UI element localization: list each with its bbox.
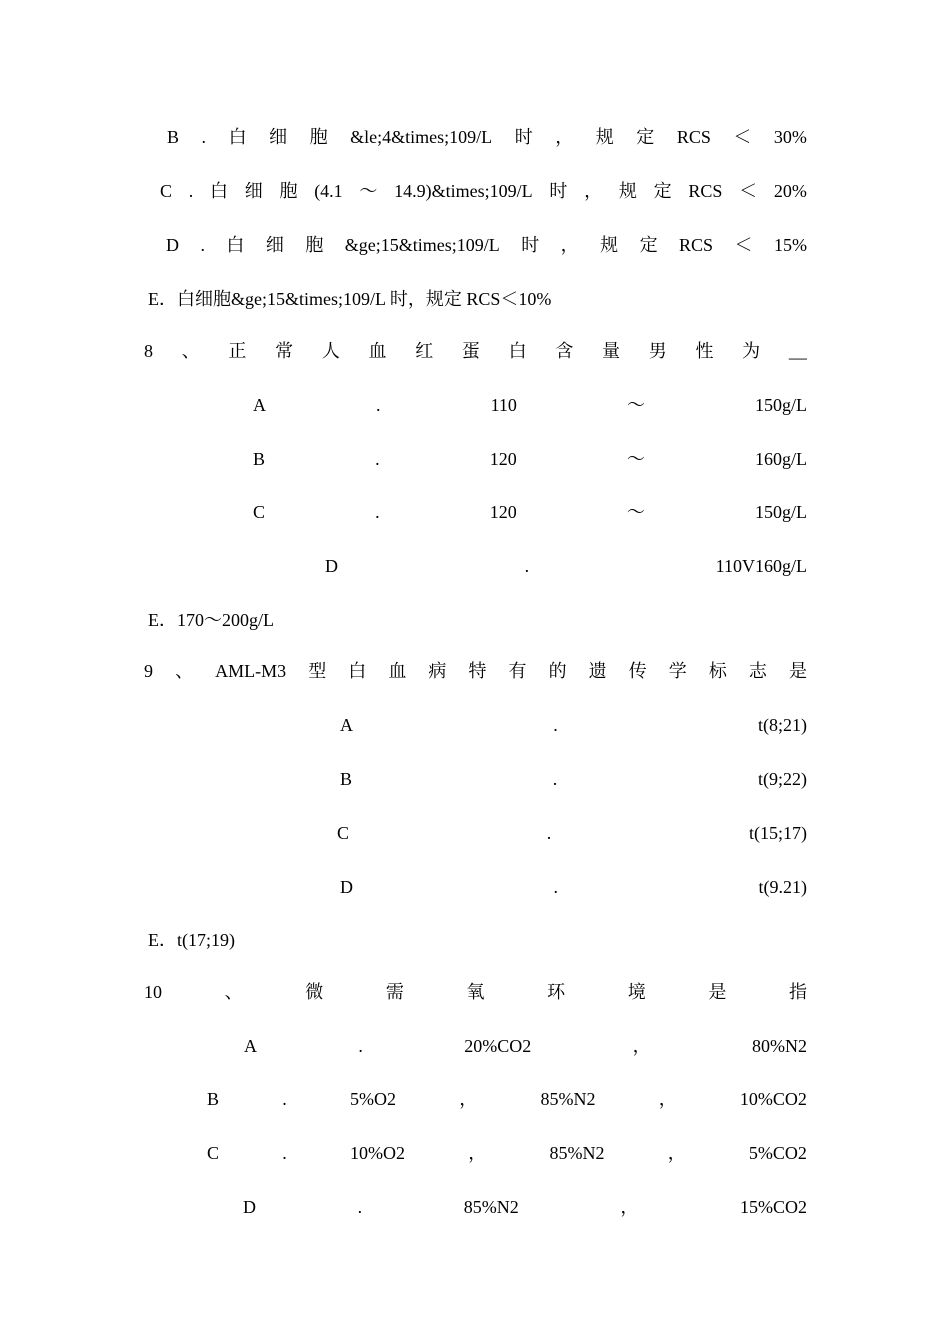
q8-option-a [253, 392, 807, 418]
q8-option-b [253, 446, 807, 472]
q7-option-d [166, 232, 807, 258]
q7-option-c-token: (4.1 [314, 181, 343, 201]
q7-option-d-token: 15% [773, 235, 807, 255]
q10-option-a-token: 80%N2 [752, 1036, 807, 1056]
q10-stem-token: 微 [305, 982, 324, 1002]
q9-option-e [148, 927, 235, 953]
q10-stem-token: 境 [627, 982, 646, 1002]
q8-option-e-text: E．170～200g/L [148, 610, 274, 630]
q10-option-a [244, 1033, 807, 1059]
q7-option-c-token: 胞 [279, 181, 298, 201]
q10-option-b-token: 10%CO2 [739, 1089, 807, 1109]
q8-option-c-token: 120 [489, 502, 517, 522]
q8-stem-token: 8 [144, 341, 153, 361]
q7-option-e-text: E．白细胞&ge;15&times;109/L 时，规定 RCS＜10% [148, 289, 552, 309]
q8-option-b-token: B [253, 449, 266, 469]
q7-option-c-token: RCS [688, 181, 723, 201]
q9-stem-token: 有 [508, 661, 527, 681]
q9-option-e-text: E．t(17;19) [148, 930, 235, 950]
q8-stem-token: 血 [368, 341, 387, 361]
q8-option-c-token: C [253, 502, 266, 522]
q9-option-c [337, 820, 807, 846]
q10-option-c-token: ， [667, 1143, 686, 1163]
q7-option-b-token: 细 [269, 127, 288, 147]
q9-option-d-token: . [553, 877, 558, 897]
q9-stem-token: 白 [348, 661, 367, 681]
q10-option-c-token: 85%N2 [549, 1143, 605, 1163]
q8-stem-token: 常 [275, 341, 294, 361]
q10-stem-token: 氧 [466, 982, 485, 1002]
q8-stem-token: 为 [742, 341, 761, 361]
q7-option-d-token: 时 [521, 235, 540, 255]
q9-stem-token: 、 [175, 661, 194, 681]
q7-option-b-token: 时 [514, 127, 533, 147]
q9-stem-token: 的 [548, 661, 567, 681]
q7-option-d-token: 细 [265, 235, 284, 255]
q7-option-c-token: . [188, 181, 194, 201]
q7-option-d-token: RCS [679, 235, 714, 255]
q10-option-c-token: 5%CO2 [748, 1143, 807, 1163]
q10-option-d-token: 15%CO2 [740, 1197, 807, 1217]
q9-stem-token: 特 [468, 661, 487, 681]
q7-option-d-token: . [200, 235, 205, 255]
q8-option-c [253, 499, 807, 525]
q9-stem-token: 标 [708, 661, 727, 681]
q8-stem-token: 红 [415, 341, 434, 361]
q7-option-c-token: ＜ [739, 181, 758, 201]
q10-option-b-token: ， [658, 1089, 677, 1109]
q7-option-c [160, 178, 807, 204]
q8-stem-token: 量 [602, 341, 621, 361]
q9-option-c-token: t(15;17) [748, 823, 807, 843]
q8-option-c-token: ～ [626, 502, 645, 522]
q9-stem-token: 血 [388, 661, 407, 681]
q7-option-c-token: 时 [549, 181, 568, 201]
q8-stem-token: 性 [695, 341, 714, 361]
q7-option-d-token: ， [560, 235, 579, 255]
q10-option-c-token: . [282, 1143, 287, 1163]
q7-option-b-token: 胞 [309, 127, 328, 147]
q7-option-c-token: 规 [618, 181, 637, 201]
q9-stem-token: 志 [748, 661, 767, 681]
q7-option-d-token: 定 [639, 235, 658, 255]
q8-option-a-token: . [376, 395, 381, 415]
q10-option-c-token: C [207, 1143, 220, 1163]
q8-stem-token: 正 [228, 341, 247, 361]
q8-option-a-token: 110 [490, 395, 517, 415]
q8-stem-token: 蛋 [461, 341, 480, 361]
q8-stem-token: 含 [555, 341, 574, 361]
q9-stem-token: 9 [144, 661, 153, 681]
q9-option-b [340, 766, 807, 792]
q8-option-d-token: . [524, 556, 530, 576]
q7-option-b-token: B [167, 127, 180, 147]
q10-option-c [207, 1140, 807, 1166]
q8-option-b-token: ～ [626, 449, 645, 469]
q9-stem [144, 658, 807, 684]
q10-option-a-token: A [244, 1036, 257, 1056]
q9-option-b-token: B [340, 769, 353, 789]
q10-option-a-token: 20%CO2 [464, 1036, 532, 1056]
q9-option-a-token: A [340, 715, 353, 735]
q8-option-b-token: 160g/L [754, 449, 807, 469]
q7-option-b-token: 30% [773, 127, 807, 147]
q10-option-d-token: 85%N2 [463, 1197, 519, 1217]
q7-option-c-token: C [160, 181, 173, 201]
q8-option-c-token: 150g/L [754, 502, 807, 522]
q9-option-d [340, 874, 807, 900]
q7-option-d-token: 胞 [305, 235, 324, 255]
q10-option-d [243, 1194, 807, 1220]
q8-option-e [148, 607, 274, 633]
q7-option-b-token: &le;4&times;109/L [350, 127, 493, 147]
q7-option-b-token: 规 [595, 127, 614, 147]
q10-option-d-token: D [243, 1197, 256, 1217]
q7-option-b [167, 124, 807, 150]
q10-stem-token: 需 [385, 982, 404, 1002]
q8-stem-token: 、 [181, 341, 200, 361]
q10-option-d-token: ， [620, 1197, 639, 1217]
q10-option-b-token: . [282, 1089, 287, 1109]
q8-option-a-token: ～ [626, 395, 645, 415]
q7-option-c-token: 定 [653, 181, 672, 201]
q9-option-d-token: t(9.21) [758, 877, 807, 897]
q10-option-b-token: B [207, 1089, 220, 1109]
q7-option-c-token: ， [584, 181, 603, 201]
q10-stem-token: 环 [547, 982, 566, 1002]
q7-option-c-token: 白 [209, 181, 228, 201]
q7-option-b-token: . [201, 127, 207, 147]
q7-option-b-token: 白 [228, 127, 247, 147]
q8-stem [144, 338, 807, 364]
q9-option-a-token: t(8;21) [758, 715, 807, 735]
q7-option-d-token: 白 [226, 235, 245, 255]
q10-option-a-token: ， [632, 1036, 651, 1056]
q9-stem-token: 遗 [588, 661, 607, 681]
q9-stem-token: 病 [428, 661, 447, 681]
q9-stem-token: 是 [788, 661, 807, 681]
q8-option-d [325, 553, 807, 579]
q7-option-b-token: ， [555, 127, 574, 147]
q10-stem [144, 979, 807, 1005]
q9-option-a [340, 712, 807, 738]
q9-option-a-token: . [553, 715, 558, 735]
q8-stem-token: 人 [321, 341, 340, 361]
q8-option-a-token: A [253, 395, 266, 415]
q9-option-c-token: . [546, 823, 552, 843]
q10-option-b [207, 1086, 807, 1112]
q7-option-d-token: 规 [600, 235, 619, 255]
q7-option-b-token: RCS [676, 127, 711, 147]
q9-option-d-token: D [340, 877, 353, 897]
q7-option-c-token: 14.9)&times;109/L [394, 181, 533, 201]
q8-option-d-token: 110V160g/L [715, 556, 807, 576]
q8-option-d-token: D [325, 556, 338, 576]
q9-stem-token: AML-M3 [215, 661, 287, 681]
q7-option-c-token: 细 [244, 181, 263, 201]
q7-option-d-token: &ge;15&times;109/L [344, 235, 500, 255]
q9-stem-token: 传 [628, 661, 647, 681]
q8-stem-token: 白 [508, 341, 527, 361]
q10-option-a-token: . [358, 1036, 363, 1056]
q8-stem-token: __ [788, 341, 807, 361]
q10-stem-token: 、 [224, 982, 243, 1002]
q7-option-d-token: ＜ [734, 235, 753, 255]
q10-option-d-token: . [357, 1197, 363, 1217]
q8-option-b-token: 120 [489, 449, 517, 469]
q7-option-d-token: D [166, 235, 179, 255]
q7-option-c-token: 20% [773, 181, 807, 201]
q10-option-b-token: 85%N2 [540, 1089, 596, 1109]
q10-option-b-token: 5%O2 [349, 1089, 396, 1109]
q10-option-c-token: 10%O2 [349, 1143, 405, 1163]
q9-stem-token: 型 [308, 661, 327, 681]
q8-stem-token: 男 [648, 341, 667, 361]
q9-option-c-token: C [337, 823, 350, 843]
q7-option-c-token: ～ [359, 181, 378, 201]
q10-stem-token: 10 [144, 982, 162, 1002]
q7-option-e [148, 286, 551, 312]
q10-option-c-token: ， [468, 1143, 487, 1163]
q8-option-a-token: 150g/L [754, 395, 807, 415]
q10-option-b-token: ， [459, 1089, 478, 1109]
q9-option-b-token: t(9;22) [757, 769, 807, 789]
q7-option-b-token: 定 [636, 127, 655, 147]
q10-stem-token: 指 [789, 982, 807, 1002]
q8-option-b-token: . [375, 449, 380, 469]
q9-stem-token: 学 [668, 661, 687, 681]
q9-option-b-token: . [552, 769, 558, 789]
q7-option-b-token: ＜ [733, 127, 752, 147]
q8-option-c-token: . [375, 502, 380, 522]
q10-stem-token: 是 [708, 982, 727, 1002]
